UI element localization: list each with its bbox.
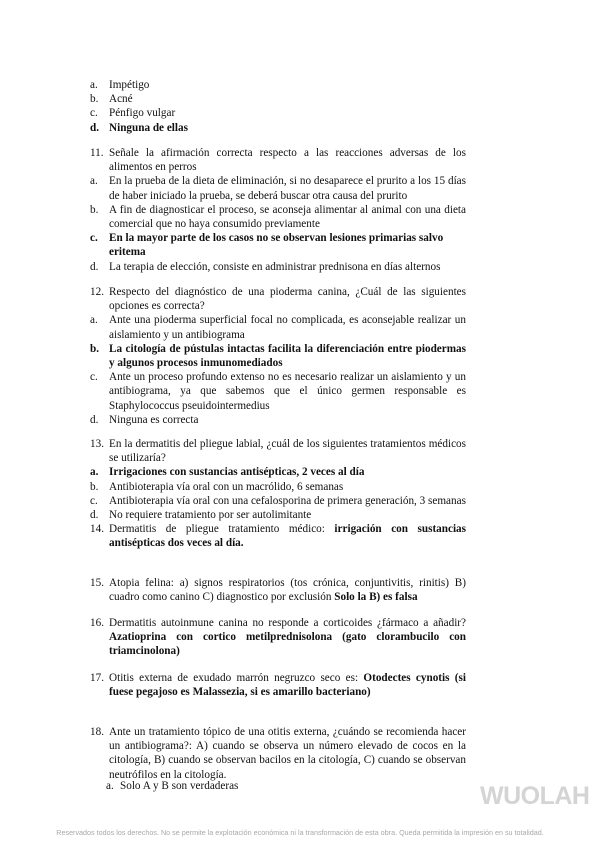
question-15-answer: Solo la B) es falsa <box>334 591 418 604</box>
previous-question-options <box>90 78 466 135</box>
question-12-option-c: c. Ante un proceso profundo extenso no es necesario realizar un aislamiento y un antibiograma, ya que sabemos que el único germen responsable es Staphylococcus pseuidointermedius <box>90 371 466 412</box>
question-11-stem: 11. Señale la afirmación correcta respecto a las reacciones adversas de los alimentos en perros <box>90 147 466 174</box>
question-12 <box>90 285 466 427</box>
question-18-option-a: a. Solo A y B son verdaderas <box>106 780 239 792</box>
question-14-answer: irrigación con sustancias antisépticas dos veces al día. <box>109 523 467 550</box>
question-15-text: 15. Atopia felina: a) signos respiratorios (tos crónica, conjuntivitis, rinitis) B) cuadro como canino C) diagnostico por exclusión Solo la B) es falsa <box>90 577 466 604</box>
question-13-option-c: c. Antibioterapia vía oral con una cefalosporina de primera generación, 3 semanas <box>90 494 466 507</box>
option-a: a. Impétigo <box>90 79 150 91</box>
question-11 <box>90 146 466 274</box>
option-c: c. Pénfigo vulgar <box>90 107 176 120</box>
question-13-option-a-correct: a. Irrigaciones con sustancias antisépticas, 2 veces al día <box>90 466 365 479</box>
option-d-correct: d. Ninguna de ellas <box>90 121 188 134</box>
question-15 <box>90 576 466 604</box>
question-12-stem: 12. Respecto del diagnóstico de una pioderma canina, ¿Cuál de las siguientes opciones es correcta? <box>90 286 466 313</box>
question-18-options <box>106 779 238 793</box>
question-13-option-b: b. Antibioterapia vía oral con un macrólido, 6 semanas <box>90 480 344 493</box>
question-12-option-b-correct: b. La citología de pústulas intactas facilita la diferenciación entre piodermas y algunos procesos inmunomediados <box>90 342 466 370</box>
question-14: 14. Dermatitis de pliegue tratamiento médico: irrigación con sustancias antisépticas dos veces al día. <box>90 523 467 550</box>
question-11-option-a: a. En la prueba de la dieta de eliminación, si no desaparece el prurito a los 15 días de haber iniciado la prueba, se deberá buscar otra causa del prurito <box>90 175 466 202</box>
question-16-text: 16. Dermatitis autoinmune canina no responde a corticoides ¿fármaco a añadir? Azatioprina con cortico metilprednisolona (gato clorambucilo con triamcinolona) <box>90 617 466 658</box>
question-13-option-d: d. No requiere tratamiento por ser autolimitante <box>90 509 312 522</box>
question-16 <box>90 616 466 659</box>
option-b: b. Acné <box>90 93 133 106</box>
question-18-stem: 18. Ante un tratamiento tópico de una otitis externa, ¿cuándo se recomienda hacer un antibiograma?: A) cuando se observa un número elevado de cocos en la citología, B) cuando se observan bacilos en la citología, C) cuando se observan neutrófilos en la citología. <box>90 726 466 781</box>
question-11-option-c-correct: c. En la mayor parte de los casos no se observan lesiones primarias salvo eritema <box>90 232 444 259</box>
wuolah-watermark-logo: WUOLAH <box>480 782 590 810</box>
question-16-answer: Azatioprina con cortico metilprednisolona (gato clorambucilo con triamcinolona) <box>109 631 466 658</box>
question-13-stem: 13. En la dermatitis del pliegue labial, ¿cuál de los siguientes tratamientos médicos se utilizaría? <box>90 438 466 465</box>
question-12-option-d: d. Ninguna es correcta <box>90 413 199 426</box>
question-17-answer: Otodectes cynotis (si fuese pegajoso es Malassezia, si es amarillo bacteriano) <box>109 672 466 699</box>
question-17-text: 17. Otitis externa de exudado marrón negruzco seco es: Otodectes cynotis (si fuese pegajoso es Malassezia, si es amarillo bacteriano) <box>90 672 466 699</box>
question-11-option-d: d. La terapia de elección, consiste en administrar prednisona en días alternos <box>90 260 441 273</box>
question-12-option-a: a. Ante una pioderma superficial focal no complicada, es aconsejable realizar un aislamiento y un antibiograma <box>90 314 466 341</box>
question-13 <box>90 437 466 551</box>
question-17 <box>90 671 466 699</box>
copyright-footer: Reservados todos los derechos. No se permite la explotación económica ni la transformación de esta obra. Queda permitida la impresión en su totalidad. <box>56 828 544 837</box>
question-18 <box>90 725 466 782</box>
question-11-option-b: b. A fin de diagnosticar el proceso, se aconseja alimentar al animal con una dieta comercial que no haya consumido previamente <box>90 203 466 231</box>
